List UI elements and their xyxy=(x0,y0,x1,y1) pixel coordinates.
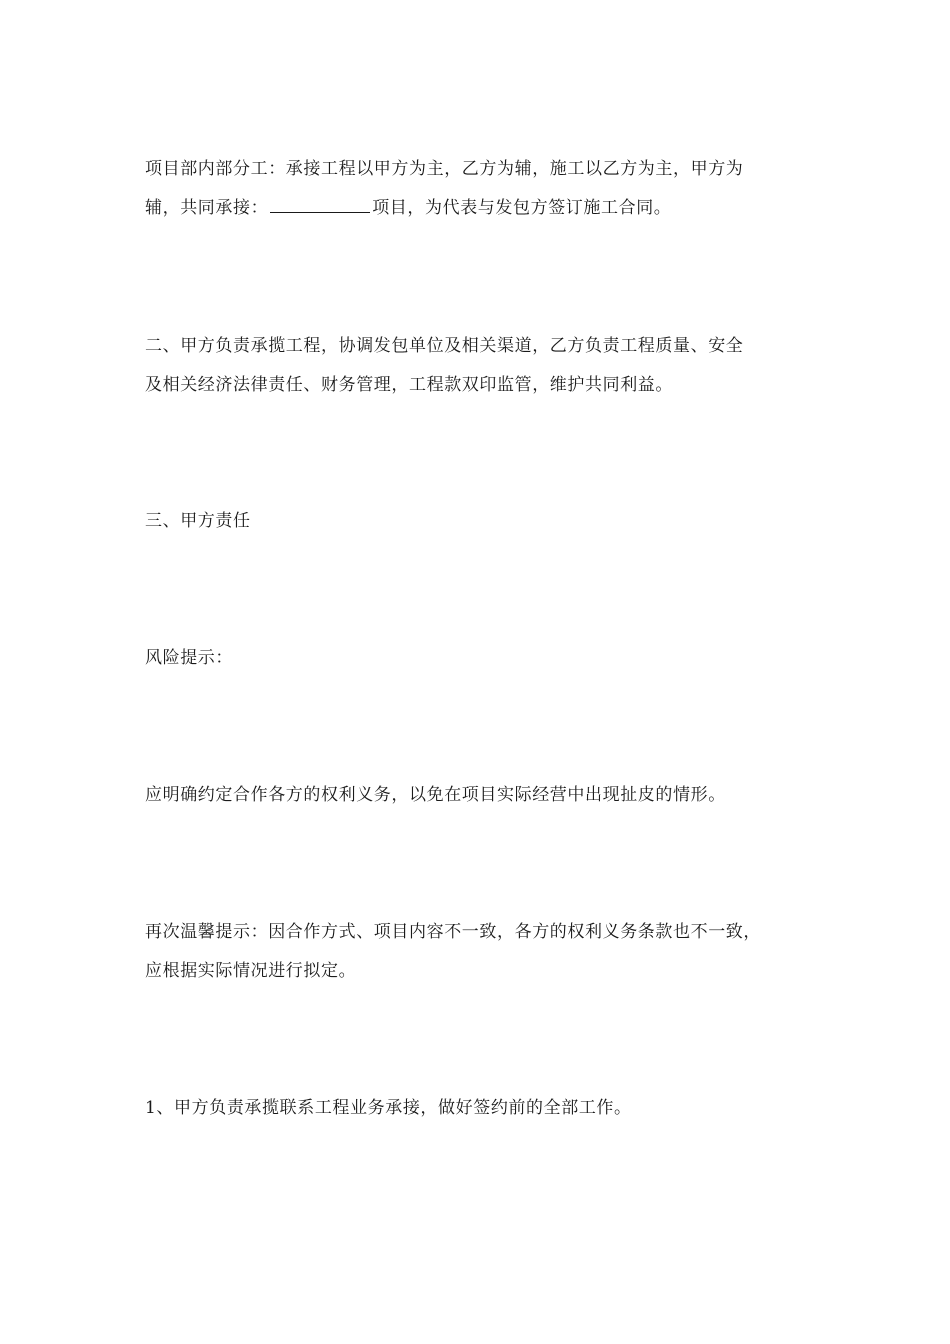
text-fragment: 项目，为代表与发包方签订施工合同。 xyxy=(372,198,672,218)
text-line: 风险提示： xyxy=(145,648,233,668)
paragraph-clause-two xyxy=(145,327,815,405)
paragraph-division-of-work xyxy=(145,150,815,228)
heading-party-a-responsibility xyxy=(145,502,815,541)
paragraph-risk-notice xyxy=(145,776,815,815)
text-line: 二、甲方负责承揽工程，协调发包单位及相关渠道，乙方负责工程质量、安全 xyxy=(145,336,744,356)
text-line: 及相关经济法律责任、财务管理，工程款双印监管，维护共同利益。 xyxy=(145,375,673,395)
text-line: 应明确约定合作各方的权利义务，以免在项目实际经营中出现扯皮的情形。 xyxy=(145,785,726,805)
text-line: 三、甲方责任 xyxy=(145,511,251,531)
fill-in-blank xyxy=(270,192,370,213)
text-line: 应根据实际情况进行拟定。 xyxy=(145,961,357,981)
paragraph-item-one xyxy=(145,1089,815,1128)
text-fragment: 辅，共同承接： xyxy=(145,198,269,218)
heading-risk-notice xyxy=(145,639,815,678)
text-line: 项目部内部分工：承接工程以甲方为主，乙方为辅，施工以乙方为主，甲方为 xyxy=(145,159,744,179)
text-line-with-blank xyxy=(145,189,815,228)
text-line: 再次温馨提示：因合作方式、项目内容不一致，各方的权利义务条款也不一致， xyxy=(145,922,761,942)
text-line: 1、甲方负责承揽联系工程业务承接，做好签约前的全部工作。 xyxy=(145,1098,632,1118)
paragraph-reminder xyxy=(145,913,815,991)
